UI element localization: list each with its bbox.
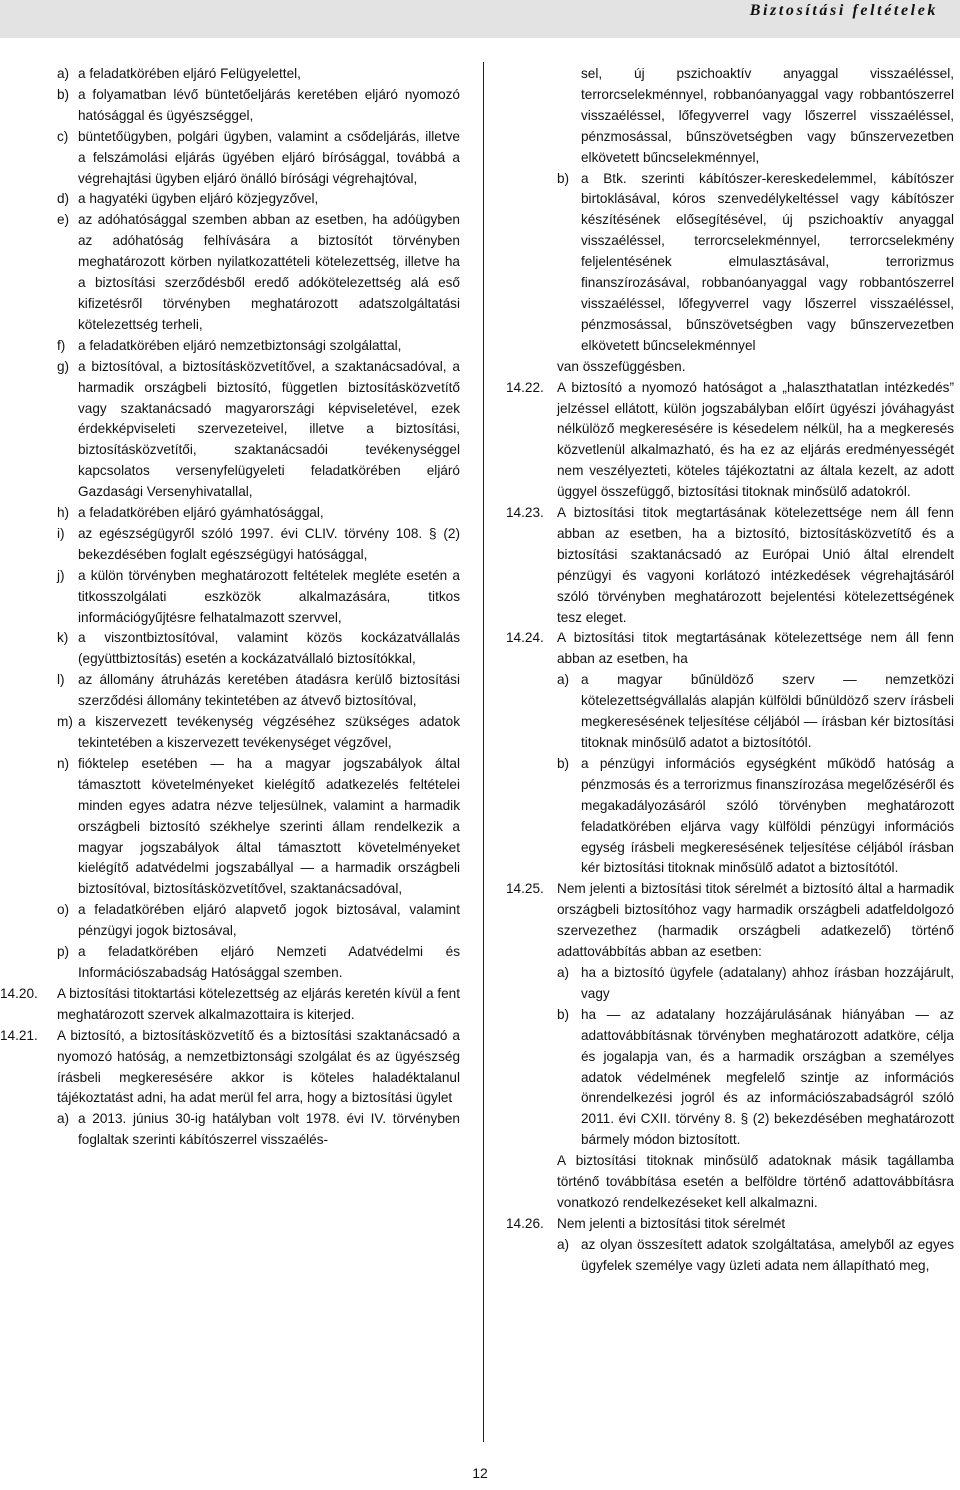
list-item-label: b) bbox=[557, 170, 570, 186]
list-item-label: f) bbox=[57, 337, 66, 353]
right-column bbox=[506, 64, 954, 1277]
left-column bbox=[0, 64, 460, 1151]
list-item-label: b) bbox=[557, 755, 570, 771]
list-item-14-21-a bbox=[57, 1109, 460, 1151]
list-item-text: az egészségügyről szóló 1997. évi CLIV. törvény 108. § (2) bekezdésében foglalt egészségügyi hatósággal, bbox=[78, 525, 460, 562]
list-item-label: p) bbox=[57, 944, 70, 960]
list-14-26 bbox=[557, 1235, 954, 1277]
list-item-text: fióktelep esetében — ha a magyar jogszabályok által támasztott követelményeket kielégítő adatkezelés feltételei minden egyes adatra nézve teljesülnek, valamint a harmadik országbeli biztosító székhelye szerinti állam rendelkezik a magyar jogszabályok által támasztott követelményeket kielégítő adatvédelmi jogszabállyal — a harmadik országbeli biztosítóval, biztosításközvetítővel, szaktanácsadóval, bbox=[78, 755, 460, 897]
section-14-22 bbox=[506, 378, 954, 503]
section-text: A biztosító a nyomozó hatóságot a „halaszthatatlan intézkedés” jelzéssel ellátott, külön jogszabályban előírt ügyészi jóváhagyást nélkülöző megkeresésére is késedelem nélkül, ha a megkeresés közvetlenül alkalmazható, és ha ez az eljárás eredményességét nem veszélyezteti, köteles tájékoztatni az általa kezelt, az adott üggyel összefüggő, biztosítási titoknak minősülő adatokról. bbox=[557, 379, 954, 500]
list-item bbox=[57, 127, 460, 190]
list-item bbox=[57, 524, 460, 566]
list-item bbox=[57, 357, 460, 503]
list-item-label: c) bbox=[57, 128, 69, 144]
section-14-21-tail: van összefüggésben. bbox=[557, 358, 686, 374]
list-item bbox=[57, 712, 460, 754]
list-item bbox=[57, 189, 460, 210]
list-item-label: k) bbox=[57, 630, 69, 646]
list-item-text: a magyar bűnüldöző szerv — nemzetközi kötelezettségvállalás alapján külföldi bűnüldöző szerv írásbeli megkeresésének teljesítése céljából — írásban kér biztosítási titoknak minősülő adatot a biztosítótól. bbox=[581, 672, 954, 750]
list-item bbox=[57, 628, 460, 670]
list-item-label: e) bbox=[57, 212, 70, 228]
section-14-23 bbox=[506, 503, 954, 628]
list-item-text: a külön törvényben meghatározott feltételek megléte esetén a titkosszolgálati eszközök alkalmazására, titkos információgyűjtésre felhatalmazott szervvel, bbox=[78, 567, 460, 625]
column-divider bbox=[483, 62, 484, 1442]
list-item-text: a biztosítóval, a biztosításközvetítővel, a szaktanácsadóval, a harmadik országbeli biztosító, független biztosításközvetítő vagy szaktanácsadó magyarországi képviseletével, ezek érdekképviseleti szervezeteivel, illetve a biztosítási, biztosításközvetítői, szaktanácsadói tevékenységgel kapcsolatos versenyfelügyeleti feladatkörében eljáró Gazdasági Versenyhivatallal, bbox=[78, 358, 460, 500]
section-number: 14.22. bbox=[506, 379, 544, 395]
list-item-label: a) bbox=[557, 964, 570, 980]
list-item-text: ha a biztosító ügyfele (adatalany) ahhoz írásban hozzájárult, vagy bbox=[581, 964, 954, 1001]
list-item-text: büntetőügyben, polgári ügyben, valamint a csődeljárás, illetve a felszámolási eljárás ügyében eljáró bírósággal, továbbá a végrehajtási ügyben eljáró önálló bírósági végrehajtóval, bbox=[78, 128, 460, 186]
section-14-25-tail: A biztosítási titoknak minősülő adatoknak másik tagállamba történő továbbítása esetén a belföldre történő adattovábbításra vonatkozó rendelkezéseket kell alkalmazni. bbox=[557, 1153, 954, 1210]
list-item-label: d) bbox=[57, 191, 70, 207]
list-item-label: h) bbox=[57, 505, 70, 521]
list-item-14-21-b bbox=[557, 169, 954, 357]
list-item-text: a feladatkörében eljáró Felügyelettel, bbox=[78, 66, 301, 81]
section-text: A biztosítási titok megtartásának kötelezettsége nem áll fenn abban az esetben, ha a biztosító, biztosításközvetítő és a biztosítási szaktanácsadó az Európai Unió által elrendelt pénzügyi és vagyoni korlátozó intézkedések végrehajtásáról szóló törvényben meghatározott bejelentési kötelezettségének tesz eleget. bbox=[557, 505, 954, 625]
section-number: 14.20. bbox=[0, 985, 38, 1001]
section-number: 14.21. bbox=[0, 1027, 38, 1043]
list-a-to-p bbox=[57, 64, 460, 984]
list-item-text: az adóhatósággal szemben abban az esetben, ha adóügyben az adóhatóság felhívására a biztosítót törvényben meghatározott körben nyilatkozattételi kötelezettség, illetve ha a biztosítási szerződésből eredő adókötelezettség alá eső kifizetésről törvényben meghatározott adatszolgáltatási kötelezettség terheli, bbox=[78, 212, 460, 332]
list-item-text: az olyan összesített adatok szolgáltatása, amelyből az egyes ügyfelek személye vagy üzleti adata nem állapítható meg, bbox=[581, 1236, 954, 1273]
section-text: Nem jelenti a biztosítási titok sérelmét bbox=[557, 1215, 786, 1231]
list-item-text: a 2013. június 30-ig hatályban volt 1978. évi IV. törvényben foglaltak szerinti kábítószerrel visszaélés- bbox=[78, 1111, 460, 1148]
list-item bbox=[57, 754, 460, 900]
section-number: 14.23. bbox=[506, 505, 544, 521]
section-number: 14.25. bbox=[506, 881, 544, 897]
list-item-label: j) bbox=[57, 567, 65, 583]
list-item-label: a) bbox=[557, 1236, 570, 1252]
section-14-24 bbox=[506, 628, 954, 670]
list-item bbox=[57, 85, 460, 127]
list-item-text: a kiszervezett tevékenység végzéséhez szükséges adatok tekintetében a kiszervezett tevékenységet végzővel, bbox=[78, 714, 460, 750]
header-bar bbox=[0, 0, 960, 38]
list-item-text: a viszontbiztosítóval, valamint közös kockázatvállalás (együttbiztosítás) esetén a kockázatvállaló biztosítókkal, bbox=[78, 630, 460, 667]
page-number: 12 bbox=[472, 1465, 488, 1481]
section-text: A biztosító, a biztosításközvetítő és a biztosítási szaktanácsadó a nyomozó hatóság, a nemzetbiztonsági szolgálat és az ügyészség írásbeli megkeresésére akkor is köteles haladéktalanul tájékoztatást adni, ha adat merül fel arra, hogy a biztosítási ügylet bbox=[57, 1027, 460, 1106]
list-item-text: az állomány átruházás keretében átadásra kerülő biztosítási szerződési állomány tekintetében az átvevő biztosítóval, bbox=[78, 672, 460, 709]
list-item bbox=[557, 754, 954, 879]
list-item-text: a folyamatban lévő büntetőeljárás keretében eljáró nyomozó hatósággal és ügyészséggel, bbox=[78, 86, 460, 123]
list-item bbox=[557, 963, 954, 1005]
list-item bbox=[57, 942, 460, 984]
list-14-25 bbox=[557, 963, 954, 1151]
section-number: 14.24. bbox=[506, 630, 544, 646]
list-item-label: i) bbox=[57, 525, 65, 541]
list-item bbox=[557, 670, 954, 754]
section-text: A biztosítási titoktartási kötelezettség az eljárás keretén kívül a fent meghatározott szervek alkalmazottaira is kiterjed. bbox=[57, 985, 460, 1022]
list-item bbox=[57, 210, 460, 335]
list-item bbox=[57, 336, 460, 357]
list-item bbox=[57, 503, 460, 524]
list-item bbox=[57, 900, 460, 942]
list-item-label: a) bbox=[57, 66, 70, 81]
continued-text: sel, új pszichoaktív anyaggal visszaéléssel, terrorcselekménnyel, robbanóanyaggal vagy robbantószerrel visszaéléssel, lőfegyverrel vagy lőszerrel visszaéléssel, pénzmosással, bűnszövetségben vagy bűnszervezetben elkövetett bűncselekménnyel, bbox=[581, 66, 954, 165]
list-item-text: ha — az adatalany hozzájárulásának hiányában — az adattovábbításnak törvényben meghatározott adatköre, célja és jogalapja van, és a harmadik országban a személyes adatok védelmének megfelelő szintje az információs önrendelkezési jogról és az információszabadságról szóló 2011. évi CXII. törvény 8. § (2) bekezdésében meghatározott bármely módon biztosított. bbox=[581, 1006, 954, 1148]
list-item-text: a pénzügyi információs egységként működő hatóság a pénzmosás és a terrorizmus finanszírozása megelőzéséről és megakadályozásáról szóló törvényben meghatározott feladatkörében eljárva vagy külföldi pénzügyi információs egység írásbeli megkeresésének teljesítése céljából írásban kér biztosítási titoknak minősülő adatot a biztosítótól. bbox=[581, 755, 954, 876]
section-text: A biztosítási titok megtartásának kötelezettsége nem áll fenn abban az esetben, ha bbox=[557, 630, 954, 667]
list-item-text: a feladatkörében eljáró gyámhatósággal, bbox=[78, 505, 324, 521]
section-text: Nem jelenti a biztosítási titok sérelmét a biztosító által a harmadik országbeli biztosítóhoz vagy harmadik országbeli adatfeldolgozó szervezethez (harmadik országbeli adatkezelő) történő adattovábbítás abban az esetben: bbox=[557, 881, 954, 960]
list-item bbox=[557, 1005, 954, 1151]
list-item-text: a feladatkörében eljáró nemzetbiztonsági szolgálattal, bbox=[78, 337, 402, 353]
list-item-text: a hagyatéki ügyben eljáró közjegyzővel, bbox=[78, 191, 319, 207]
list-item bbox=[57, 670, 460, 712]
section-number: 14.26. bbox=[506, 1215, 544, 1231]
list-item-label: b) bbox=[57, 86, 70, 102]
list-item-text: a feladatkörében eljáró Nemzeti Adatvédelmi és Információszabadság Hatósággal szemben. bbox=[78, 944, 460, 980]
list-item-label: o) bbox=[57, 902, 70, 918]
continued-item-a bbox=[557, 64, 954, 378]
list-item bbox=[57, 64, 460, 85]
section-14-25 bbox=[506, 879, 954, 963]
section-14-21 bbox=[0, 1026, 460, 1110]
list-item-label: l) bbox=[57, 672, 65, 688]
page-header-title: Biztosítási feltételek bbox=[749, 2, 938, 19]
list-item bbox=[557, 1235, 954, 1277]
list-14-24 bbox=[557, 670, 954, 879]
list-item-label: a) bbox=[557, 672, 570, 688]
list-item-label: a) bbox=[57, 1111, 70, 1127]
section-14-20 bbox=[0, 984, 460, 1026]
list-item-label: b) bbox=[557, 1006, 570, 1022]
list-item-label: g) bbox=[57, 358, 70, 374]
section-14-26 bbox=[506, 1214, 954, 1235]
list-item-text: a feladatkörében eljáró alapvető jogok biztosával, valamint pénzügyi jogok biztosával, bbox=[78, 902, 460, 939]
list-item-label: n) bbox=[57, 755, 70, 771]
list-item bbox=[57, 566, 460, 629]
list-item-text: a Btk. szerinti kábítószer-kereskedelemmel, kábítószer birtoklásával, kóros szenvedélykeltéssel vagy kábítószer készítésének elősegítésével, új pszichoaktív anyaggal visszaéléssel, terrorcselekménnyel, terrorcselekmény feljelentésének elmulasztásával, terrorizmus finanszírozásával, robbanóanyaggal vagy robbantószerrel visszaéléssel, lőfegyverrel vagy lőszerrel visszaéléssel, pénzmosással, bűnszövetségben vagy bűnszervezetben elkövetett bűncselekménnyel bbox=[581, 170, 954, 353]
list-item-label: m) bbox=[57, 714, 73, 730]
